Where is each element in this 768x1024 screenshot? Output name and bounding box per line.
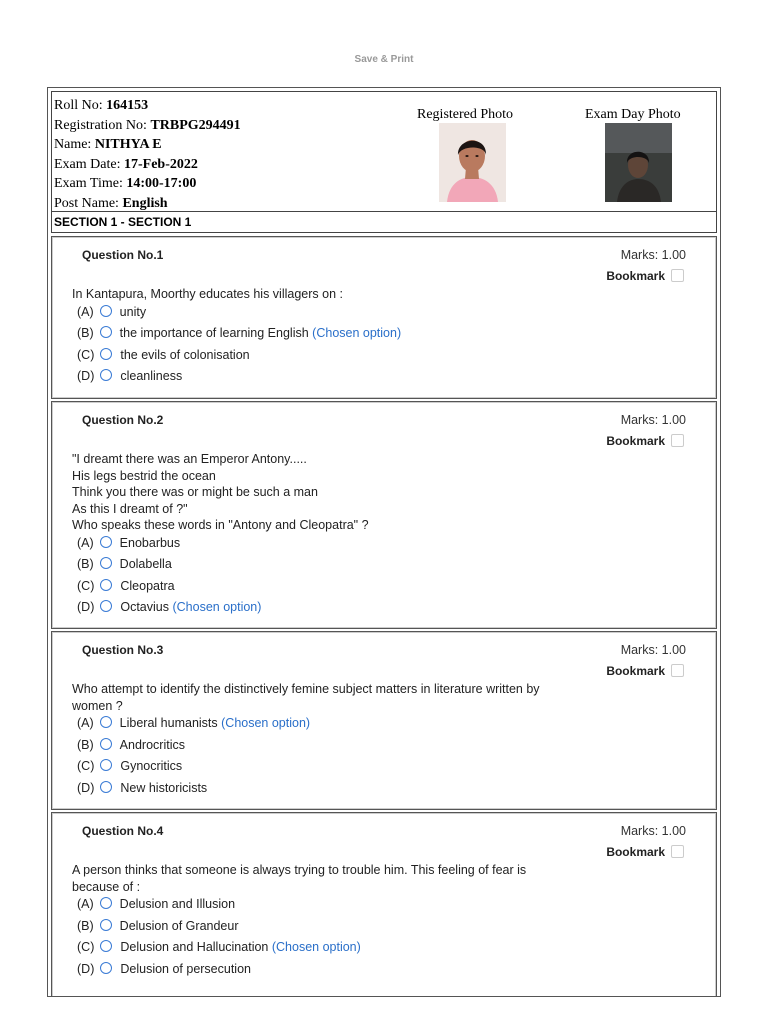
registered-photo-label: Registered Photo: [417, 107, 514, 122]
answer-option: [77, 348, 250, 362]
chosen-option-label: (Chosen option): [221, 716, 311, 730]
bookmark-checkbox[interactable]: [671, 845, 684, 858]
bookmark-label: Bookmark: [606, 845, 665, 859]
exam-day-photo: [605, 123, 672, 202]
question-title: Question No.2: [82, 413, 164, 427]
option-letter: (A): [77, 304, 94, 319]
option-radio[interactable]: [100, 781, 112, 793]
option-text: Gynocritics: [120, 759, 183, 773]
answer-option: [77, 557, 172, 571]
answer-option: [77, 940, 361, 954]
option-text: the evils of colonisation: [120, 347, 250, 362]
answer-option: [77, 897, 235, 911]
roll-label: Roll No:: [54, 98, 107, 113]
chosen-option-label: (Chosen option): [312, 326, 402, 340]
option-letter: (A): [77, 716, 94, 730]
answer-option: [77, 738, 185, 752]
roll-number: 164153: [106, 98, 149, 113]
post-name: English: [122, 195, 168, 211]
question-marks: Marks: 1.00: [620, 643, 686, 657]
date-label: Exam Date:: [54, 156, 124, 172]
option-text: the importance of learning English: [119, 326, 309, 340]
option-radio[interactable]: [100, 897, 112, 909]
option-letter: (C): [77, 940, 95, 954]
time-label: Exam Time:: [54, 176, 127, 192]
answer-option: [77, 536, 180, 550]
option-text: Cleopatra: [120, 578, 175, 593]
option-letter: (C): [77, 759, 95, 773]
answer-option: [77, 759, 182, 773]
question-text: In Kantapura, Moorthy educates his villagers on :: [72, 287, 343, 301]
section-title: SECTION 1 - SECTION 1: [51, 211, 717, 233]
option-text: New historicists: [120, 780, 208, 795]
save-print-link[interactable]: Save & Print: [354, 54, 414, 65]
option-radio[interactable]: [100, 369, 112, 381]
option-letter: (C): [77, 578, 95, 593]
bookmark-label: Bookmark: [606, 434, 665, 448]
option-letter: (A): [77, 897, 94, 911]
option-radio[interactable]: [100, 579, 112, 591]
question-card: [51, 812, 717, 997]
question-text: because of :: [72, 879, 141, 894]
exam-date: 17-Feb-2022: [123, 156, 198, 172]
question-marks: Marks: 1.00: [620, 413, 686, 427]
registered-photo: [439, 123, 506, 202]
answer-option: [77, 919, 239, 933]
question-text: women ?: [72, 698, 123, 713]
option-letter: (A): [77, 535, 94, 550]
option-text: Enobarbus: [119, 535, 181, 550]
bookmark-toggle[interactable]: [606, 845, 684, 859]
question-title: Question No.4: [82, 824, 164, 838]
option-text: Delusion of persecution: [120, 961, 251, 976]
option-text: Delusion and Illusion: [119, 897, 236, 911]
registration-number: TRBPG294491: [150, 117, 241, 133]
option-radio[interactable]: [100, 600, 112, 612]
question-text: A person thinks that someone is always trying to trouble him. This feeling of fear is: [72, 863, 527, 877]
exam-day-photo-label: Exam Day Photo: [585, 107, 681, 122]
answer-option: [77, 326, 401, 340]
candidate-info: [54, 96, 241, 214]
option-letter: (B): [77, 326, 94, 340]
option-radio[interactable]: [100, 536, 112, 548]
option-text: Delusion of Grandeur: [119, 918, 239, 933]
response-sheet: [47, 87, 721, 997]
option-letter: (D): [77, 780, 95, 795]
reg-label: Registration No:: [54, 117, 151, 133]
answer-option: [77, 781, 207, 795]
option-radio[interactable]: [100, 326, 112, 338]
option-letter: (B): [77, 918, 94, 933]
option-radio[interactable]: [100, 940, 112, 952]
bookmark-toggle[interactable]: [606, 434, 684, 448]
question-title: Question No.3: [82, 643, 164, 657]
option-letter: (B): [77, 737, 94, 752]
bookmark-checkbox[interactable]: [671, 269, 684, 282]
option-letter: (B): [77, 557, 94, 571]
post-label: Post Name:: [54, 195, 123, 211]
option-radio[interactable]: [100, 759, 112, 771]
option-text: unity: [119, 304, 147, 319]
question-card: [51, 236, 717, 399]
bookmark-checkbox[interactable]: [671, 664, 684, 677]
exam-time: 14:00-17:00: [126, 176, 197, 192]
option-letter: (D): [77, 369, 95, 383]
question-marks: Marks: 1.00: [620, 824, 686, 838]
option-radio[interactable]: [100, 557, 112, 569]
bookmark-checkbox[interactable]: [671, 434, 684, 447]
option-radio[interactable]: [100, 348, 112, 360]
question-text: As this I dreamt of ?": [72, 501, 188, 516]
question-text: His legs bestrid the ocean: [72, 468, 216, 483]
option-radio[interactable]: [100, 716, 112, 728]
option-radio[interactable]: [100, 962, 112, 974]
question-marks: Marks: 1.00: [620, 248, 686, 262]
question-card: [51, 631, 717, 810]
question-text: Who speaks these words in "Antony and Cleopatra" ?: [72, 518, 369, 532]
answer-option: [77, 716, 310, 730]
question-text: "I dreamt there was an Emperor Antony.....: [72, 452, 307, 466]
name-label: Name:: [54, 137, 95, 153]
option-radio[interactable]: [100, 305, 112, 317]
answer-option: [77, 600, 261, 614]
answer-option: [77, 369, 182, 383]
candidate-name: NITHYA E: [94, 137, 162, 153]
option-text: Dolabella: [119, 557, 172, 571]
option-text: Octavius: [120, 600, 169, 614]
answer-option: [77, 305, 146, 319]
question-card: [51, 401, 717, 629]
question-title: Question No.1: [82, 248, 164, 262]
option-letter: (D): [77, 600, 95, 614]
option-radio[interactable]: [100, 738, 112, 750]
chosen-option-label: (Chosen option): [172, 600, 262, 614]
option-text: Delusion and Hallucination: [120, 940, 269, 954]
option-text: Liberal humanists: [119, 716, 218, 730]
bookmark-label: Bookmark: [606, 269, 665, 283]
answer-option: [77, 579, 175, 593]
option-letter: (C): [77, 347, 95, 362]
option-radio[interactable]: [100, 919, 112, 931]
option-text: cleanliness: [120, 369, 183, 383]
option-text: Androcritics: [119, 737, 185, 752]
bookmark-toggle[interactable]: [606, 269, 684, 283]
bookmark-label: Bookmark: [606, 664, 665, 678]
chosen-option-label: (Chosen option): [271, 940, 361, 954]
question-text: Think you there was or might be such a man: [72, 485, 318, 499]
bookmark-toggle[interactable]: [606, 664, 684, 678]
candidate-header: [51, 91, 717, 211]
question-text: Who attempt to identify the distinctively femine subject matters in literature written by: [72, 682, 540, 696]
option-letter: (D): [77, 961, 95, 976]
answer-option: [77, 962, 251, 976]
